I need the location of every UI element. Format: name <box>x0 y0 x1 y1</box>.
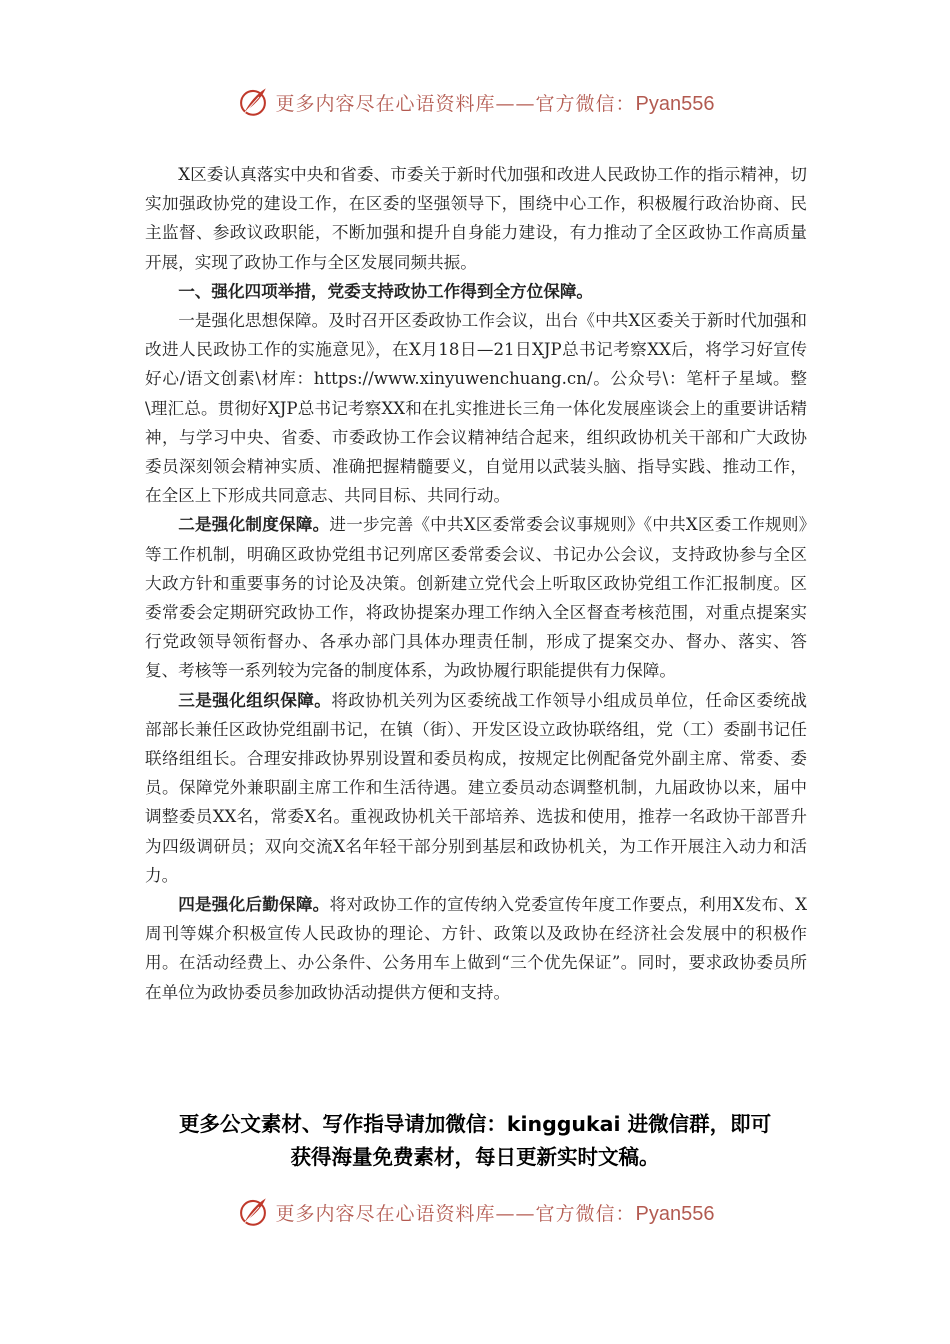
promo-line-2: 获得海量免费素材，每日更新实时文稿。 <box>290 1145 660 1169</box>
paragraph-lead: 二是强化制度保障。 <box>178 514 330 535</box>
paragraph-organization-guarantee <box>145 686 807 890</box>
feather-logo-icon <box>236 85 270 119</box>
banner-wechat-id: Pyan556 <box>635 1202 715 1225</box>
promo-line-1: 更多公文素材、写作指导请加微信：kinggukai 进微信群，即可 <box>178 1112 772 1136</box>
paragraph-lead: 四是强化后勤保障。 <box>178 894 330 915</box>
feather-logo-icon <box>236 1195 270 1229</box>
paragraph-thought-guarantee: 一是强化思想保障。及时召开区委政协工作会议，出台《中共X区委关于新时代加强和改进人民政协工作的实施意见》，在X月18日—21日XJP总书记考察XX后，将学习好宣传好心/语文创素\材库：https://www.xinyuwenchuang.cn/。公众号\：笔杆子星域。整\理汇总。贯彻好XJP总书记考察XX和在扎实推进长三角一体化发展座谈会上的重要讲话精神，与学习中央、省委、市委政协工作会议精神结合起来，组织政协机关干部和广大政协委员深刻领会精神实质、准确把握精髓要义，自觉用以武装头脑、指导实践、推动工作，在全区上下形成共同意志、共同目标、共同行动。 <box>145 311 807 506</box>
paragraph-system-guarantee <box>145 510 807 685</box>
bottom-watermark-banner <box>0 1192 950 1232</box>
banner-wechat-id: Pyan556 <box>635 92 715 115</box>
banner-text: 更多内容尽在心语资料库——官方微信：Pyan556 <box>275 1202 715 1225</box>
top-watermark-banner <box>0 82 950 122</box>
banner-text: 更多内容尽在心语资料库——官方微信：Pyan556 <box>275 92 715 115</box>
document-body <box>145 160 807 1007</box>
paragraph-body: 进一步完善《中共X区委常委会议事规则》《中共X区委工作规则》等工作机制，明确区政协党组书记列席区委常委会议、书记办公会议，支持政协参与全区大政方针和重要事务的讨论及决策。创新建立党代会上听取区政协党组工作汇报制度。区委常委会定期研究政协工作，将政协提案办理工作纳入全区督查考核范围，对重点提案实行党政领导领衔督办、各承办部门具体办理责任制，形成了提案交办、督办、落实、答复、考核等一系列较为完备的制度体系，为政协履行职能提供有力保障。 <box>145 515 808 681</box>
section-heading: 一、强化四项举措，党委支持政协工作得到全方位保障。 <box>178 280 594 301</box>
paragraph-body: 将政协机关列为区委统战工作领导小组成员单位，任命区委统战部部长兼任区政协党组副书记，在镇（街）、开发区设立政协联络组，党（工）委副书记任联络组组长。合理安排政协界别设置和委员构成，按规定比例配备党外副主席、常委、委员。保障党外兼职副主席工作和生活待遇。建立委员动态调整机制，九届政协以来，届中调整委员XX名，常委X名。重视政协机关干部培养、选拔和使用，推荐一名政协干部晋升为四级调研员；双向交流X名年轻干部分别到基层和政协机关，为工作开展注入动力和活力。 <box>145 690 808 885</box>
intro-paragraph: X区委认真落实中央和省委、市委关于新时代加强和改进人民政协工作的指示精神，切实加强政协党的建设工作，在区委的坚强领导下，围绕中心工作，积极履行政治协商、民主监督、参政议政职能，不断加强和提升自身能力建设，有力推动了全区政协工作高质量开展，实现了政协工作与全区发展同频共振。 <box>145 165 807 272</box>
paragraph-body: 将对政协工作的宣传纳入党委宣传年度工作要点，利用X发布、X周刊等媒介积极宣传人民政协的理论、方针、政策以及政协在经济社会发展中的积极作用。在活动经费上、办公条件、公务用车上做到“三个优先保证”。同时，要求政协委员所在单位为政协委员参加政协活动提供方便和支持。 <box>145 895 808 1002</box>
promo-notice <box>120 1108 830 1174</box>
paragraph-logistics-guarantee <box>145 890 807 1007</box>
paragraph-lead: 三是强化组织保障。 <box>178 689 332 710</box>
